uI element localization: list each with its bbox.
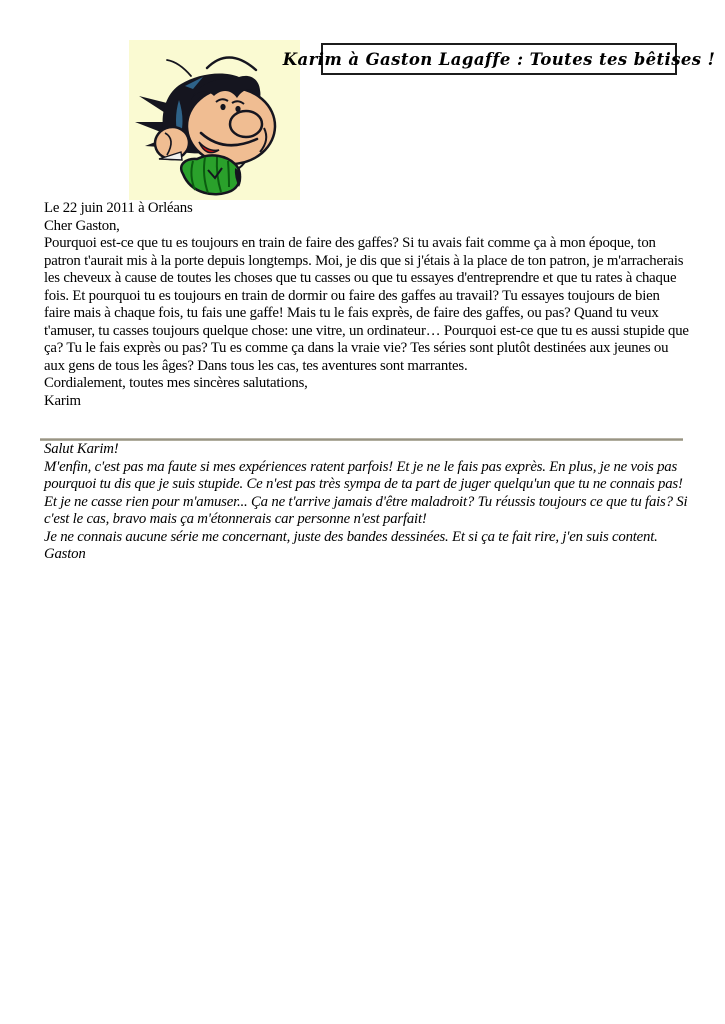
header [0,0,725,200]
letter-closing: Cordialement, toutes mes sincères salutations, [44,375,308,391]
title-box [282,43,716,75]
gaston-cartoon-icon [129,40,300,200]
reply-section [44,441,689,564]
page-title: Karim à Gaston Lagaffe : Toutes tes bêtises ! [282,49,716,69]
gaston-portrait-image [129,40,300,200]
date-line: Le 22 juin 2011 à Orléans [44,200,193,216]
reply-paragraph-1: M'enfin, c'est pas ma faute si mes expériences ratent parfois! Et je ne le fais pas exprès. En plus, je ne vois pas pourquoi tu dis que je suis stupide. Ce n'est pas très sympa de ta part de juger quelqu'un que tu ne connais pas! Et je ne casse rien pour m'amuser... Ça ne t'arrive jamais d'être maladroit? Tu réussis toujours ce que tu fais? Si c'est le cas, bravo mais ça m'étonnerais car personne n'est parfait! [44,458,688,527]
karim-signature: Karim [44,392,81,409]
letter-body: Pourquoi est-ce que tu es toujours en train de faire des gaffes? Si tu avais fait comme ça à mon époque, ton patron t'aurait mis à la porte depuis longtemps. Moi, je dis que si j'étais à la place de ton patron, je m'arracherais les cheveux à cause de toutes les choses que tu casses ou que tu essayes d'entreprendre et que tu rates à chaque fois. Et pourquoi tu es toujours en train de dormir ou faire des gaffes au travail? Tu essayes toujours de bien faire mais à chaque fois, tu fais une gaffe! Mais tu le fais exprès, de faire des gaffes, ou pas? Quand tu veux t'amuser, tu casses toujours quelque chose: une vitre, un ordinateur… Pourquoi est-ce que tu es aussi stupide que ça? Tu le fais exprès ou pas? Tu es comme ça dans la vraie vie? Tes séries sont plutôt destinées aux jeunes ou aux gens de tous les âges? Dans tous les cas, tes aventures sont marrantes. [44,235,689,374]
letter-content [0,200,725,564]
reply-salutation: Salut Karim! [44,441,119,457]
letter-salutation: Cher Gaston, [44,217,120,234]
gaston-signature: Gaston [44,546,86,562]
reply-paragraph-2: Je ne connais aucune série me concernant, juste des bandes dessinées. Et si ça te fait rire, j'en suis content. [44,528,658,545]
